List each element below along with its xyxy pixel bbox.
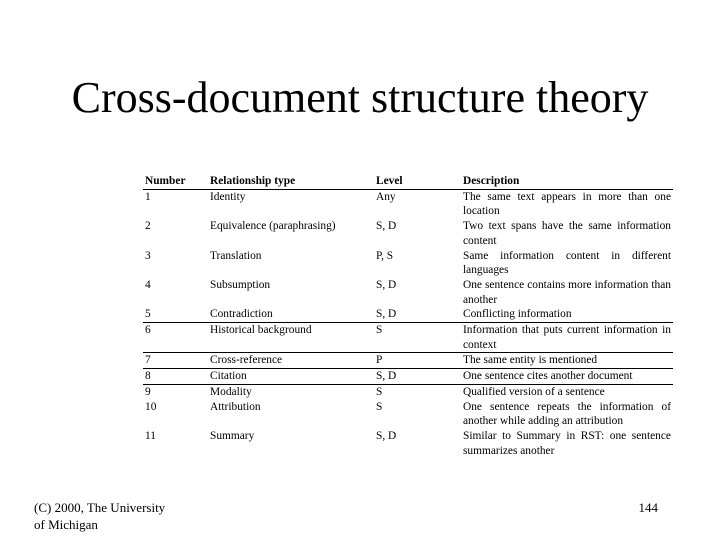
table-row xyxy=(143,307,673,322)
row-number: 6 xyxy=(143,323,208,353)
row-type: Historical background xyxy=(208,323,374,353)
row-number: 4 xyxy=(145,278,151,291)
row-type: Attribution xyxy=(210,400,261,413)
row-level: S, D xyxy=(376,220,397,233)
row-type: Summary xyxy=(210,429,255,442)
row-description: Conflicting information xyxy=(461,307,673,322)
row-description: Two text spans have the same information content xyxy=(463,220,671,247)
row-description: One sentence cites another document xyxy=(461,369,673,385)
row-level: S xyxy=(376,385,383,398)
table-header-row xyxy=(143,174,673,189)
relationship-table-figure xyxy=(139,162,673,457)
slide-title: Cross-document structure theory xyxy=(71,73,649,122)
header-relationship-type: Relationship type xyxy=(208,174,374,189)
row-level: S xyxy=(376,400,383,413)
row-type: Citation xyxy=(208,369,374,385)
row-level: Any xyxy=(376,190,396,203)
row-level: S, D xyxy=(376,278,397,291)
row-description: Same information content in different languages xyxy=(463,249,671,277)
row-number: 10 xyxy=(145,400,157,413)
table-row xyxy=(143,189,673,219)
table-row xyxy=(143,369,673,385)
table-row xyxy=(143,400,673,429)
relationship-table xyxy=(143,174,673,458)
row-type: Subsumption xyxy=(210,278,271,291)
row-number: 2 xyxy=(145,220,151,233)
row-description: Information that puts current information in context xyxy=(461,323,673,353)
row-number: 9 xyxy=(145,385,151,398)
row-description: Qualified version of a sentence xyxy=(463,385,605,398)
row-type: Translation xyxy=(210,249,262,262)
table-row xyxy=(143,353,673,369)
page-number: 144 xyxy=(638,500,658,515)
row-number: 3 xyxy=(145,249,151,262)
row-description: One sentence repeats the information of another while adding an attribution xyxy=(463,400,671,428)
footer-copyright xyxy=(34,499,165,533)
table-row xyxy=(143,249,673,278)
row-type: Equivalence (paraphrasing) xyxy=(210,220,336,233)
footer-line-2: of Michigan xyxy=(34,517,98,532)
row-type: Cross-reference xyxy=(208,353,374,369)
row-number: 5 xyxy=(143,307,208,322)
row-level: P, S xyxy=(376,249,394,262)
row-description: The same entity is mentioned xyxy=(461,353,673,369)
row-number: 11 xyxy=(145,429,156,442)
row-description: Similar to Summary in RST: one sentence summarizes another xyxy=(463,429,671,457)
row-type: Identity xyxy=(210,190,246,203)
table-row xyxy=(143,278,673,307)
header-description: Description xyxy=(461,174,673,189)
row-type: Contradiction xyxy=(208,307,374,322)
row-number: 1 xyxy=(145,190,151,203)
row-type: Modality xyxy=(210,385,252,398)
header-number: Number xyxy=(143,174,208,189)
table-row xyxy=(143,323,673,353)
table-row xyxy=(143,384,673,399)
footer-line-1: (C) 2000, The University xyxy=(34,500,166,515)
row-level: S, D xyxy=(374,307,461,322)
row-level: S, D xyxy=(374,369,461,385)
row-description: One sentence contains more information than another xyxy=(463,278,671,306)
header-level: Level xyxy=(374,174,461,189)
row-number: 7 xyxy=(143,353,208,369)
row-description: The same text appears in more than one location xyxy=(463,190,671,218)
table-row xyxy=(143,219,673,248)
row-level: P xyxy=(374,353,461,369)
row-level: S, D xyxy=(376,429,397,442)
row-number: 8 xyxy=(143,369,208,385)
table-row xyxy=(143,429,673,458)
row-level: S xyxy=(374,323,461,353)
